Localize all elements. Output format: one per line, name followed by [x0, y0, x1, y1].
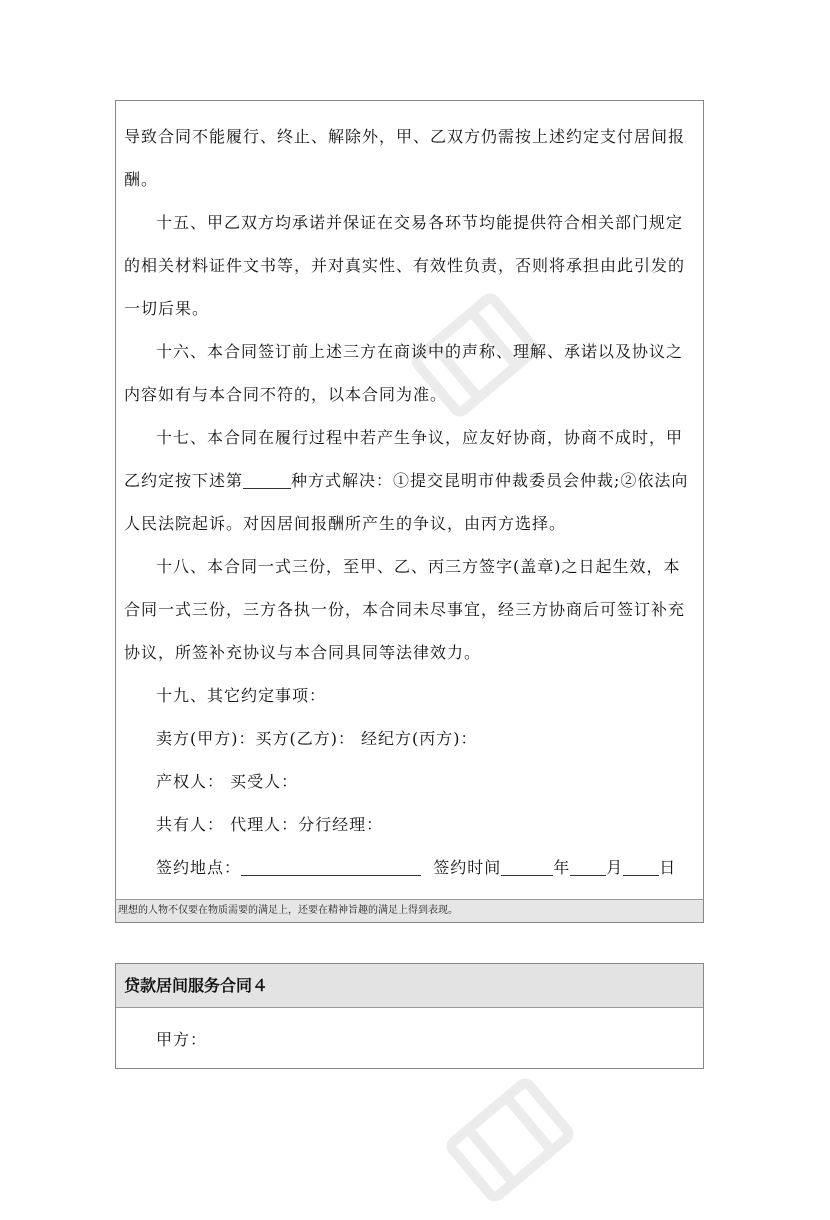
watermark-icon: [430, 1060, 590, 1220]
month-blank: [570, 857, 606, 876]
month-label: 月: [606, 858, 624, 877]
day-label: 日: [659, 858, 677, 877]
clause-17-part1: 十七、本合同在履行过程中若产生争议，应友好协商，协商不成时，甲乙约定按下述第: [124, 428, 684, 490]
year-blank: [501, 857, 553, 876]
clause-17-part2: 种方式解决：①提交昆明市仲裁委员会仲裁;②依法向人民法院起诉。对因居间报酬所产生的争议，由丙方选择。: [124, 471, 689, 533]
year-label: 年: [553, 858, 571, 877]
signature-agents: 共有人： 代理人：分行经理：: [156, 815, 384, 834]
day-blank: [623, 857, 659, 876]
signing-place-time: [124, 846, 695, 889]
contract-section-box: [115, 100, 704, 923]
clause-18: 十八、本合同一式三份，至甲、乙、丙三方签字(盖章)之日起生效，本合同一式三份，三方各执一份，本合同未尽事宜，经三方协商后可签订补充协议，所签补充协议与本合同具同等法律效力。: [124, 557, 686, 662]
contract-4-box: [115, 963, 704, 1069]
clause-16: 十六、本合同签订前上述三方在商谈中的声称、理解、承诺以及协议之内容如有与本合同不符的，以本合同为准。: [124, 342, 684, 404]
clause-15: 十五、甲乙双方均承诺并保证在交易各环节均能提供符合相关部门规定的相关材料证件文书等，并对真实性、有效性负责，否则将承担由此引发的一切后果。: [124, 213, 686, 318]
party-a-label: 甲方：: [156, 1030, 208, 1049]
contract-text: [116, 101, 703, 889]
footer-note: 理想的人物不仅要在物质需要的满足上，还要在精神旨趣的满足上得到表现。: [116, 899, 703, 922]
clause-19: 十九、其它约定事项：: [156, 686, 327, 705]
contract-4-title: 贷款居间服务合同４: [116, 964, 703, 1008]
paragraph: 导致合同不能履行、终止、解除外，甲、乙双方仍需按上述约定支付居间报酬。: [124, 127, 686, 189]
method-blank: [243, 470, 291, 489]
clause-17: [124, 416, 695, 545]
place-label: 签约地点：: [156, 858, 242, 877]
time-label: 签约时间: [433, 858, 502, 877]
place-blank: [241, 857, 421, 876]
signature-owners: 产权人： 买受人：: [156, 772, 299, 791]
signature-parties: 卖方(甲方)：买方(乙方)： 经纪方(丙方)：: [156, 729, 478, 748]
